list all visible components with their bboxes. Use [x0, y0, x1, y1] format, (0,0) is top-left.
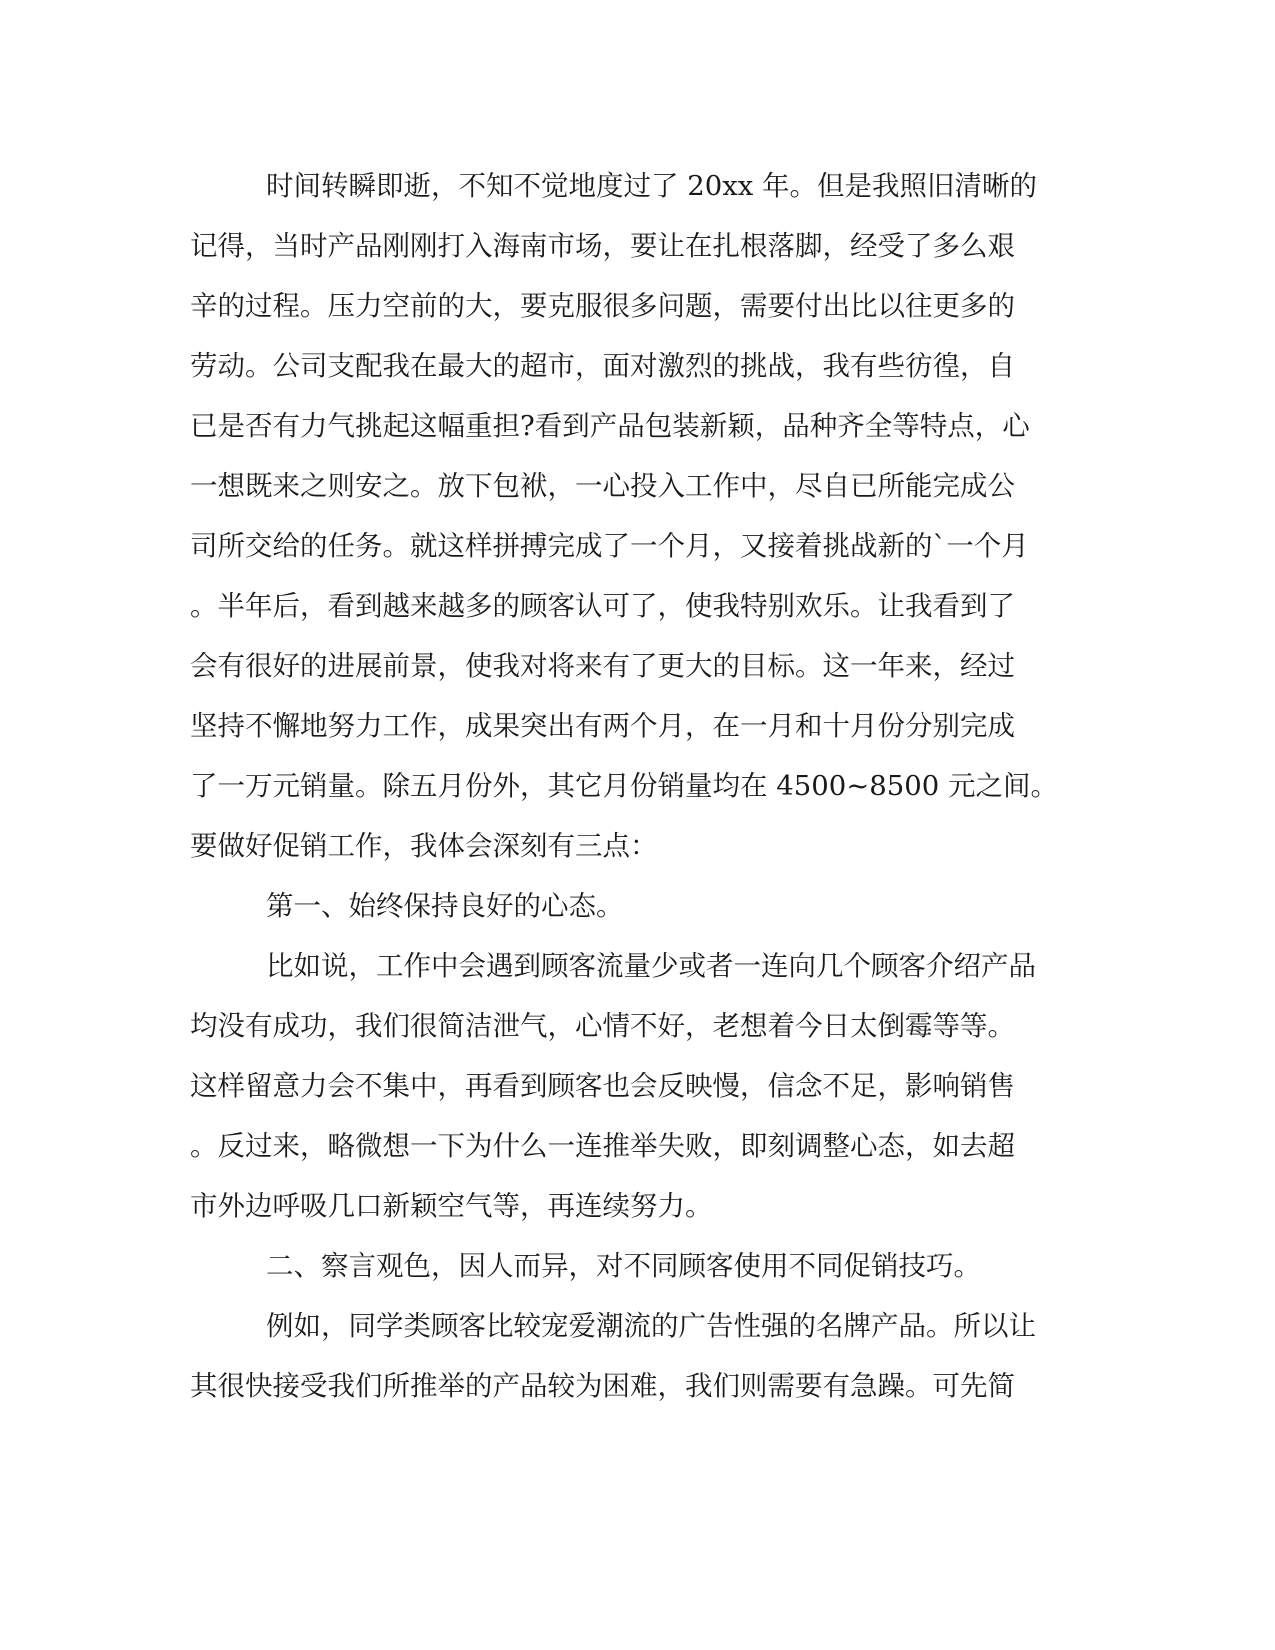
paragraph-line: 均没有成功，我们很简洁泄气，心情不好，老想着今日太倒霉等等。 — [190, 1010, 1015, 1042]
paragraph-line: 。反过来，略微想一下为什么一连推举失败，即刻调整心态，如去超 — [190, 1130, 1015, 1162]
paragraph-line: 例如，同学类顾客比较宠爱潮流的广告性强的名牌产品。所以让 — [266, 1310, 1036, 1342]
paragraph-line: 已是否有力气挑起这幅重担?看到产品包装新颖，品种齐全等特点，心 — [190, 410, 1030, 442]
paragraph-line: 市外边呼吸几口新颖空气等，再连续努力。 — [190, 1190, 713, 1222]
paragraph-line: 记得，当时产品刚刚打入海南市场，要让在扎根落脚，经受了多么艰 — [190, 230, 1015, 262]
paragraph-line: 劳动。公司支配我在最大的超市，面对激烈的挑战，我有些彷徨，自 — [190, 350, 1015, 382]
paragraph-line: 辛的过程。压力空前的大，要克服很多问题，需要付出比以往更多的 — [190, 290, 1015, 322]
paragraph-line: 这样留意力会不集中，再看到顾客也会反映慢，信念不足，影响销售 — [190, 1070, 1015, 1102]
section-heading-1: 第一、始终保持良好的心态。 — [266, 890, 624, 922]
paragraph-line: 司所交给的任务。就这样拼搏完成了一个月，又接着挑战新的`一个月 — [190, 530, 1029, 562]
paragraph-line: 时间转瞬即逝，不知不觉地度过了 20xx 年。但是我照旧清晰的 — [266, 170, 1037, 202]
paragraph-line: 一想既来之则安之。放下包袱，一心投入工作中，尽自已所能完成公 — [190, 470, 1015, 502]
paragraph-line: 坚持不懈地努力工作，成果突出有两个月，在一月和十月份分别完成 — [190, 710, 1015, 742]
section-heading-2: 二、察言观色，因人而异，对不同顾客使用不同促销技巧。 — [266, 1250, 981, 1282]
paragraph-line: 要做好促销工作，我体会深刻有三点： — [190, 830, 658, 862]
paragraph-line: 了一万元销量。除五月份外，其它月份销量均在 4500~8500 元之间。 — [190, 770, 1058, 802]
paragraph-line: 比如说，工作中会遇到顾客流量少或者一连向几个顾客介绍产品 — [266, 950, 1036, 982]
paragraph-line: 其很快接受我们所推举的产品较为困难，我们则需要有急躁。可先简 — [190, 1370, 1015, 1402]
body-text — [190, 156, 1070, 1416]
paragraph-line: 会有很好的进展前景，使我对将来有了更大的目标。这一年来，经过 — [190, 650, 1015, 682]
paragraph-line: 。半年后，看到越来越多的顾客认可了，使我特别欢乐。让我看到了 — [190, 590, 1015, 622]
